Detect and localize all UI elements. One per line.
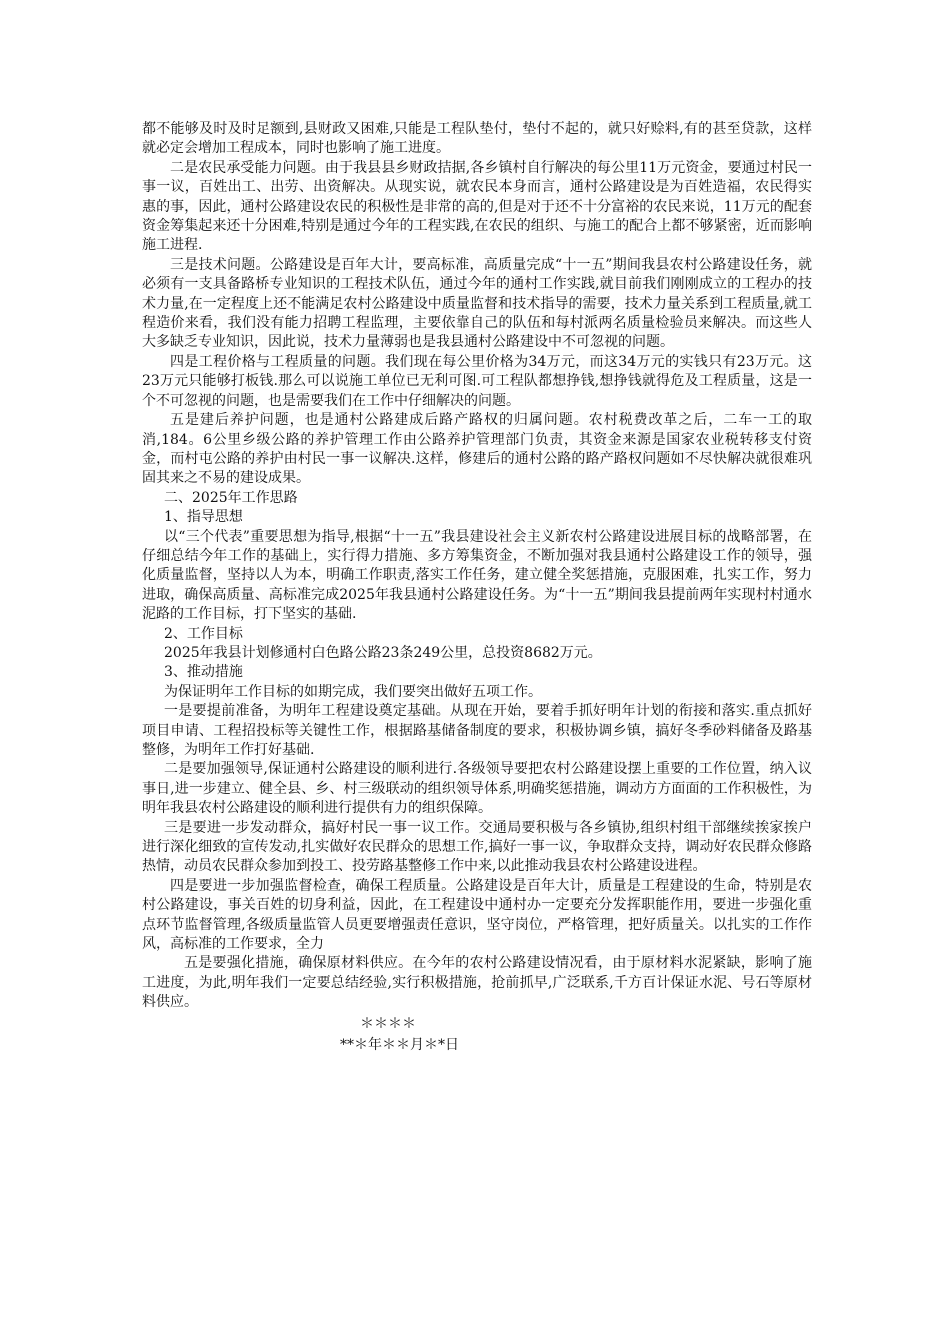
document-page xyxy=(142,120,812,1056)
paragraph-technical-issue: 三是技术问题。公路建设是百年大计，要高标准，高质量完成“十一五”期间我县农村公路建设任务，就必须有一支具备路桥专业知识的工程技术队伍，通过今年的通村工作实践,就目前我们刚刚成立的工程办的技术力量,在一定程度上还不能满足农村公路建设中质量监督和技术指导的需要，技术力量关系到工程质量,就工程造价来看，我们没有能力招聘工程监理，主要依靠自己的队伍和每村派两名质量检验员来解决。而这些人大多缺乏专业知识，因此说，技术力量薄弱也是我县通村公路建设中不可忽视的问题。 xyxy=(142,256,812,351)
paragraph-work-target: 2025年我县计划修通村白色路公路23条249公里，总投资8682万元。 xyxy=(164,644,602,661)
paragraph-measure-mobilization: 三是要进一步发动群众，搞好村民一事一议工作。交通局要积极与各乡镇协,组织村组干部继续挨家挨户进行深化细致的宣传发动,扎实做好农民群众的思想工作,搞好一事一议，争取群众支持，调动好农民群众修路热情，动员农民群众参加到投工、投劳路基整修工作中来,以此推动我县农村公路建设进程。 xyxy=(142,819,812,875)
subheading-measures: 3、推动措施 xyxy=(164,664,243,681)
paragraph-maintenance: 五是建后养护问题，也是通村公路建成后路产路权的归属问题。农村税费改革之后，二车一工的取消,184。6公里乡级公路的养护管理工作由公路养护管理部门负责，其资金来源是国家农业税转移支付资金，而村屯公路的养护由村民一事一议解决.这样，修建后的通村公路的路产路权问题如不尽快解决就很难巩固其来之不易的建设成果。 xyxy=(142,412,812,487)
signature-date: **＊年＊＊月＊*日 xyxy=(340,1037,459,1054)
paragraph-measure-materials: 五是要强化措施，确保原材料供应。在今年的农村公路建设情况看，由于原材料水泥紧缺，影响了施工进度，为此,明年我们一定要总结经验,实行积极措施，抢前抓早,广泛联系,千方百计保证水泥、号石等原材料供应。 xyxy=(142,955,812,1011)
paragraph-farmer-capacity: 二是农民承受能力问题。由于我县县乡财政拮据,各乡镇村自行解决的每公里11万元资金，要通过村民一事一议，百姓出工、出劳、出资解决。从现实说，就农民本身而言，通村公路建设是为百姓造福，农民得实惠的事，因此，通村公路建设农民的积极性是非常的高的,但是对于还不十分富裕的农民来说，11万元的配套资金筹集起来还十分困难,特别是通过今年的工程实践,在农民的组织、与施工的配合上都不够紧密，近而影响施工进程. xyxy=(142,159,812,254)
paragraph-measure-supervision: 四是要进一步加强监督检查，确保工程质量。公路建设是百年大计，质量是工程建设的生命，特别是农村公路建设，事关百姓的切身利益，因此，在工程建设中通村办一定要充分发挥职能作用，要进一步强化重点环节监督管理,各级质量监管人员更要增强责任意识，坚守岗位，严格管理，把好质量关。以扎实的工作作风，高标准的工作要求，全力 xyxy=(142,877,812,953)
paragraph-measure-leadership: 二是要加强领导,保证通村公路建设的顺利进行.各级领导要把农村公路建设摆上重要的工作位置，纳入议事日,进一步建立、健全县、乡、村三级联动的组织领导体系,明确奖惩措施，调动方方面面的工作积极性，为明年我县农村公路建设的顺利进行提供有力的组织保障。 xyxy=(142,761,812,817)
signature-organization: ＊＊＊＊ xyxy=(360,1015,416,1032)
section-heading-work-plan: 二、2025年工作思路 xyxy=(164,489,298,506)
subheading-work-target: 2、工作目标 xyxy=(164,625,243,642)
subheading-guiding-thought: 1、指导思想 xyxy=(164,509,243,526)
paragraph-guiding-thought: 以“三个代表”重要思想为指导,根据“十一五”我县建设社会主义新农村公路建设进展目标的战略部署，在仔细总结今年工作的基础上，实行得力措施、多方筹集资金，不断加强对我县通村公路建设工作的领导，强化质量监督，坚持以人为本，明确工作职责,落实工作任务，建立健全奖惩措施，克服困难，扎实工作，努力进取，确保高质量、高标准完成2025年我县通村公路建设任务。为“十一五”期间我县提前两年实现村村通水泥路的工作目标，打下坚实的基础. xyxy=(142,528,812,623)
paragraph-funding-continued: 都不能够及时及时足额到,县财政又困难,只能是工程队垫付，垫付不起的，就只好赊料,有的甚至贷款，这样就必定会增加工程成本，同时也影响了施工进度。 xyxy=(142,121,812,157)
paragraph-measures-intro: 为保证明年工作目标的如期完成，我们要突出做好五项工作。 xyxy=(164,683,542,700)
paragraph-measure-preparation: 一是要提前准备，为明年工程建设奠定基础。从现在开始，要着手抓好明年计划的衔接和落实.重点抓好项目申请、工程招投标等关键性工作，根据路基储备制度的要求，积极协调乡镇，搞好冬季砂料储备及路基整修，为明年工作打好基础. xyxy=(142,703,812,758)
paragraph-price-quality: 四是工程价格与工程质量的问题。我们现在每公里价格为34万元，而这34万元的实钱只有23万元。这23万元只能够打板钱.那么可以说施工单位已无利可图.可工程队都想挣钱,想挣钱就得危及工程质量，这是一个不可忽视的问题，也是需要我们在工作中仔细解决的问题。 xyxy=(142,353,812,409)
